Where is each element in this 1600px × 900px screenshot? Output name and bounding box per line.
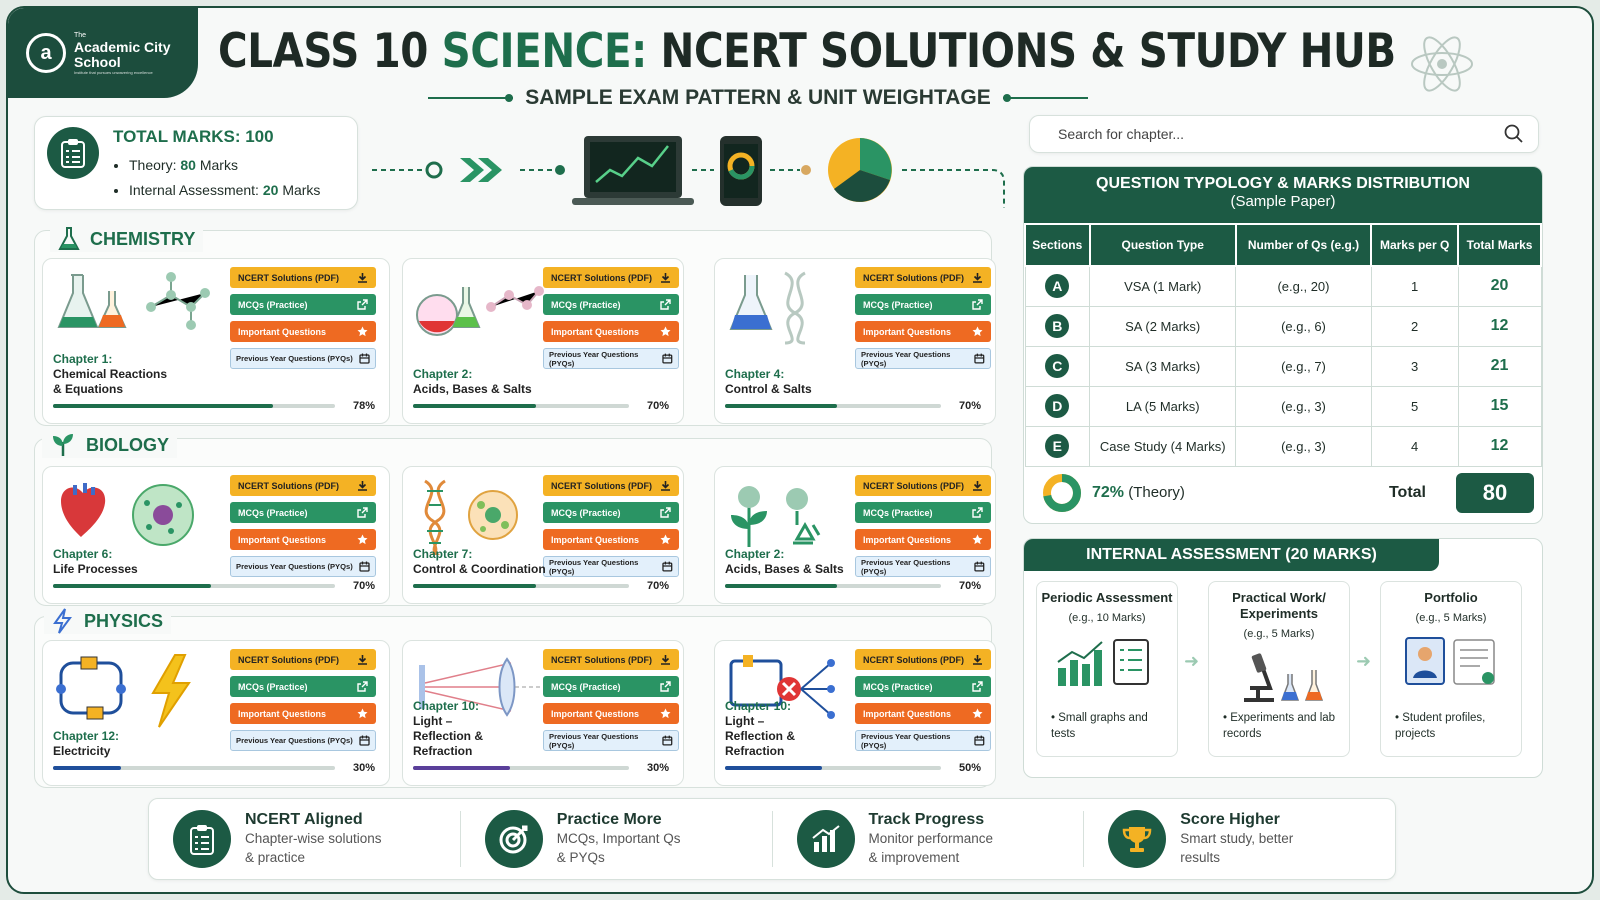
pyq-button[interactable]: Previous Year Questions (PYQs)	[230, 348, 376, 369]
question-count-cell: (e.g., 3)	[1236, 426, 1371, 466]
mcq-practice-button[interactable]: MCQs (Practice)	[855, 294, 991, 315]
external-link-icon	[660, 299, 671, 310]
microscope-icon	[1224, 650, 1334, 704]
external-link-icon	[972, 299, 983, 310]
chapter-title-line: Acids, Bases & Salts	[725, 562, 844, 576]
marks-per-question-cell: 2	[1371, 306, 1458, 346]
flow-arrow-icon: ➜	[1356, 651, 1372, 671]
calendar-icon	[974, 561, 985, 572]
calendar-icon	[359, 561, 370, 572]
external-link-icon	[660, 507, 671, 518]
internal-assessment-item	[1036, 581, 1178, 757]
total-label: Total	[1388, 483, 1426, 501]
internal-assessment-card	[1023, 538, 1543, 778]
chapter-card[interactable]	[402, 258, 684, 424]
star-icon	[660, 326, 671, 337]
table-row	[1025, 426, 1541, 466]
chapter-card[interactable]	[402, 640, 684, 786]
question-count-cell: (e.g., 6)	[1236, 306, 1371, 346]
flask-icon	[58, 226, 80, 252]
progress-percent: 50%	[958, 762, 981, 774]
chapter-progress	[725, 579, 981, 593]
mcq-practice-button[interactable]: MCQs (Practice)	[855, 676, 991, 697]
school-logo[interactable]	[8, 8, 198, 98]
chapter-title-line: Acids, Bases & Salts	[413, 382, 532, 396]
chapter-number: Chapter 12:	[53, 729, 120, 743]
important-questions-button[interactable]: Important Questions	[230, 703, 376, 724]
chapter-card[interactable]	[714, 640, 996, 786]
internal-assessment-title: INTERNAL ASSESSMENT (20 MARKS)	[1024, 539, 1439, 571]
table-header-cell: Number of Qs (e.g.)	[1236, 224, 1371, 266]
mcq-practice-button[interactable]: MCQs (Practice)	[543, 294, 679, 315]
important-questions-button[interactable]: Important Questions	[855, 321, 991, 342]
important-questions-button[interactable]: Important Questions	[543, 321, 679, 342]
assessment-description: • Experiments and lab records	[1223, 712, 1336, 740]
chapter-title-line: Reflection &	[725, 729, 796, 743]
chapter-label	[53, 352, 167, 397]
clipboard-icon	[173, 810, 231, 868]
chapter-progress	[53, 761, 375, 775]
feature-item	[1084, 811, 1395, 867]
internal-marks: • Internal Assessment: 20 Marks	[129, 178, 320, 203]
star-icon	[660, 534, 671, 545]
section-badge: C	[1045, 354, 1069, 378]
ncert-solutions-button[interactable]: NCERT Solutions (PDF)	[855, 649, 991, 670]
progress-fill	[53, 404, 273, 408]
search-input[interactable]	[1058, 126, 1504, 142]
ncert-solutions-button[interactable]: NCERT Solutions (PDF)	[855, 267, 991, 288]
table-header-cell: Marks per Q	[1371, 224, 1458, 266]
section-badge: B	[1045, 314, 1069, 338]
assessment-description: • Student profiles, projects	[1395, 712, 1486, 740]
page-frame	[6, 6, 1594, 894]
feature-title: Practice More	[556, 811, 662, 828]
feature-title: Score Higher	[1180, 811, 1280, 828]
target-icon	[485, 810, 543, 868]
table-header-cell: Question Type	[1090, 224, 1236, 266]
chapter-title-line: Chemical Reactions	[53, 367, 168, 381]
star-icon	[357, 326, 368, 337]
school-name: Academic City School	[74, 38, 171, 70]
chapter-title-line: Refraction	[413, 744, 473, 758]
feature-description-line: & practice	[245, 850, 306, 865]
external-link-icon	[972, 681, 983, 692]
mcq-practice-button[interactable]: MCQs (Practice)	[230, 294, 376, 315]
chapter-title-line: Light –	[413, 714, 453, 728]
feature-description-line: results	[1180, 850, 1221, 865]
chapter-progress	[725, 399, 981, 413]
feature-description-line: MCQs, Important Qs	[556, 831, 681, 846]
chapter-title-line: Life Processes	[53, 562, 138, 576]
assessment-marks: (e.g., 5 Marks)	[1243, 628, 1315, 640]
portfolio-icon	[1396, 634, 1506, 688]
mcq-practice-button[interactable]: MCQs (Practice)	[543, 676, 679, 697]
section-cell	[1025, 266, 1090, 306]
heart-cell-icon	[51, 475, 221, 555]
question-type-cell: VSA (1 Mark)	[1090, 266, 1236, 306]
total-marks-cell: 12	[1458, 306, 1541, 346]
chapter-progress	[413, 579, 669, 593]
theory-percent: 72%	[1092, 483, 1125, 501]
study-flow-illustration	[372, 128, 1012, 208]
section-cell	[1025, 426, 1090, 466]
progress-fill	[413, 584, 536, 588]
progress-percent: 70%	[352, 580, 375, 592]
typology-title: QUESTION TYPOLOGY & MARKS DISTRIBUTION	[1096, 175, 1470, 192]
progress-percent: 70%	[958, 400, 981, 412]
chapter-card[interactable]	[42, 466, 390, 604]
feature-title: NCERT Aligned	[245, 811, 363, 828]
download-icon	[972, 480, 983, 491]
ncert-solutions-button[interactable]: NCERT Solutions (PDF)	[230, 267, 376, 288]
calendar-icon	[974, 735, 985, 746]
feature-description-line: Smart study, better	[1180, 831, 1294, 846]
chapter-number: Chapter 2:	[413, 367, 473, 381]
chapter-title-line: Electricity	[53, 744, 111, 758]
marks-per-question-cell: 5	[1371, 386, 1458, 426]
calendar-icon	[359, 353, 370, 364]
feature-description-line: & improvement	[868, 850, 960, 865]
feature-description-line: & PYQs	[556, 850, 605, 865]
calendar-icon	[974, 353, 985, 364]
important-questions-button[interactable]: Important Questions	[543, 703, 679, 724]
calendar-icon	[662, 561, 673, 572]
download-icon	[660, 480, 671, 491]
assessment-marks: (e.g., 10 Marks)	[1068, 612, 1146, 624]
graph-test-icon	[1052, 634, 1162, 688]
download-icon	[660, 272, 671, 283]
chapter-title-line: & Equations	[53, 382, 124, 396]
progress-fill	[725, 404, 837, 408]
table-header-cell: Total Marks	[1458, 224, 1541, 266]
chapter-label	[413, 699, 483, 759]
progress-fill	[53, 766, 121, 770]
ncert-solutions-button[interactable]: NCERT Solutions (PDF)	[543, 475, 679, 496]
external-link-icon	[357, 299, 368, 310]
progress-percent: 70%	[958, 580, 981, 592]
chapter-progress	[725, 761, 981, 775]
download-icon	[972, 654, 983, 665]
chapter-card[interactable]	[42, 258, 390, 424]
star-icon	[972, 326, 983, 337]
marks-per-question-cell: 4	[1371, 426, 1458, 466]
progress-percent: 70%	[646, 580, 669, 592]
typology-footer	[1024, 467, 1542, 519]
question-type-cell: SA (3 Marks)	[1090, 346, 1236, 386]
circuit-bolt-icon	[51, 649, 221, 729]
theory-marks: • Theory: 80 Marks	[129, 153, 320, 178]
pyq-button[interactable]: Previous Year Questions (PYQs)	[855, 348, 991, 369]
chapter-label	[53, 729, 119, 759]
section-badge: A	[1045, 274, 1069, 298]
pyq-button[interactable]: Previous Year Questions (PYQs)	[855, 730, 991, 751]
progress-percent: 78%	[352, 400, 375, 412]
table-row	[1025, 346, 1541, 386]
search-icon[interactable]	[1504, 124, 1524, 144]
external-link-icon	[660, 681, 671, 692]
progress-percent: 70%	[646, 400, 669, 412]
important-questions-button[interactable]: Important Questions	[543, 529, 679, 550]
chapter-number: Chapter 2:	[725, 547, 785, 561]
chapter-title-line: Control & Salts	[725, 382, 812, 396]
table-row	[1025, 266, 1541, 306]
ncert-solutions-button[interactable]: NCERT Solutions (PDF)	[230, 649, 376, 670]
table-row	[1025, 386, 1541, 426]
chapter-card[interactable]	[42, 640, 390, 786]
trophy-icon	[1108, 810, 1166, 868]
external-link-icon	[972, 507, 983, 518]
pyq-button[interactable]: Previous Year Questions (PYQs)	[543, 730, 679, 751]
section-badge: D	[1045, 394, 1069, 418]
phone-icon	[720, 136, 762, 206]
total-marks-cell: 12	[1458, 426, 1541, 466]
assessment-name: Portfolio	[1424, 590, 1478, 605]
feature-item	[461, 811, 773, 867]
marks-per-question-cell: 1	[1371, 266, 1458, 306]
total-marks-cell: 21	[1458, 346, 1541, 386]
assessment-name: Periodic Assessment	[1041, 590, 1173, 605]
calendar-icon	[359, 735, 370, 746]
chapter-title-line: Refraction	[725, 744, 785, 758]
section-cell	[1025, 306, 1090, 346]
flow-arrow-icon: ➜	[1184, 651, 1200, 671]
ncert-solutions-button[interactable]: NCERT Solutions (PDF)	[230, 475, 376, 496]
chapter-label	[53, 547, 138, 577]
chemistry-flasks-icon	[51, 267, 221, 347]
assessment-name: Practical Work/ Experiments	[1232, 590, 1326, 621]
mcq-practice-button[interactable]: MCQs (Practice)	[855, 502, 991, 523]
mcq-practice-button[interactable]: MCQs (Practice)	[543, 502, 679, 523]
logo-prefix: The	[74, 31, 87, 39]
lightning-icon	[52, 608, 74, 634]
pyq-button[interactable]: Previous Year Questions (PYQs)	[230, 730, 376, 751]
calendar-icon	[662, 735, 673, 746]
chapter-label	[725, 547, 844, 577]
question-count-cell: (e.g., 7)	[1236, 346, 1371, 386]
download-icon	[357, 272, 368, 283]
pyq-button[interactable]: Previous Year Questions (PYQs)	[543, 556, 679, 577]
chapter-title-line: Control & Coordination	[413, 562, 546, 576]
page-subtitle: SAMPLE EXAM PATTERN & UNIT WEIGHTAGE	[428, 86, 1088, 110]
table-header-cell: Sections	[1025, 224, 1090, 266]
chemistry-heading: CHEMISTRY	[50, 226, 203, 252]
chapter-title-line: Light –	[725, 714, 765, 728]
chapter-card[interactable]	[402, 466, 684, 604]
chapter-label	[413, 367, 532, 397]
section-cell	[1025, 386, 1090, 426]
page-title: CLASS 10 SCIENCE: NCERT SOLUTIONS & STUDY HUB	[218, 24, 1396, 79]
chapter-number: Chapter 1:	[53, 352, 113, 366]
chapter-number: Chapter 4:	[725, 367, 785, 381]
logo-mark-icon: a	[26, 33, 66, 73]
chapter-progress	[413, 399, 669, 413]
total-marks-title: TOTAL MARKS: 100	[113, 127, 274, 146]
chapter-card[interactable]	[714, 258, 996, 424]
pyq-button[interactable]: Previous Year Questions (PYQs)	[855, 556, 991, 577]
download-icon	[357, 654, 368, 665]
total-marks-cell: 20	[1458, 266, 1541, 306]
chapter-progress	[413, 761, 669, 775]
chapter-title-line: Reflection &	[413, 729, 484, 743]
chapter-search-box[interactable]	[1029, 115, 1539, 153]
chapter-label	[413, 547, 546, 577]
chapter-number: Chapter 6:	[53, 547, 113, 561]
assessment-marks: (e.g., 5 Marks)	[1415, 612, 1487, 624]
atom-icon	[1408, 30, 1476, 98]
chapter-progress	[53, 399, 375, 413]
internal-assessment-item	[1208, 581, 1350, 757]
feature-item	[149, 811, 461, 867]
chapter-card[interactable]	[714, 466, 996, 604]
external-link-icon	[357, 681, 368, 692]
feature-description-line: Monitor performance	[868, 831, 994, 846]
total-value-badge: 80	[1456, 473, 1534, 513]
download-icon	[357, 480, 368, 491]
marks-per-question-cell: 3	[1371, 346, 1458, 386]
chapter-label	[725, 699, 795, 759]
important-questions-button[interactable]: Important Questions	[855, 703, 991, 724]
section-cell	[1025, 346, 1090, 386]
marks-distribution-table	[1024, 223, 1542, 467]
theory-donut-icon	[1042, 473, 1082, 513]
question-typology-table-card	[1023, 166, 1543, 524]
ncert-solutions-button[interactable]: NCERT Solutions (PDF)	[543, 267, 679, 288]
star-icon	[972, 708, 983, 719]
progress-percent: 30%	[646, 762, 669, 774]
feature-description-line: Chapter-wise solutions	[245, 831, 382, 846]
star-icon	[357, 534, 368, 545]
star-icon	[357, 708, 368, 719]
chapter-number: Chapter 10:	[413, 699, 480, 713]
pyq-button[interactable]: Previous Year Questions (PYQs)	[230, 556, 376, 577]
progress-fill	[725, 584, 837, 588]
school-tagline: Institute that pursues unwavering excellence	[74, 69, 153, 75]
section-badge: E	[1045, 434, 1069, 458]
important-questions-button[interactable]: Important Questions	[230, 529, 376, 550]
important-questions-button[interactable]: Important Questions	[230, 321, 376, 342]
external-link-icon	[357, 507, 368, 518]
total-marks-card	[34, 116, 358, 210]
ncert-solutions-button[interactable]: NCERT Solutions (PDF)	[543, 649, 679, 670]
typology-subtitle: (Sample Paper)	[1230, 193, 1336, 210]
assessment-description: • Small graphs and tests	[1051, 712, 1148, 740]
chapter-number: Chapter 7:	[413, 547, 473, 561]
features-bar	[148, 798, 1396, 880]
question-count-cell: (e.g., 3)	[1236, 386, 1371, 426]
progress-fill	[725, 766, 822, 770]
ncert-solutions-button[interactable]: NCERT Solutions (PDF)	[855, 475, 991, 496]
important-questions-button[interactable]: Important Questions	[855, 529, 991, 550]
star-icon	[972, 534, 983, 545]
chapter-label	[725, 367, 812, 397]
download-icon	[972, 272, 983, 283]
question-count-cell: (e.g., 20)	[1236, 266, 1371, 306]
progress-fill	[413, 404, 536, 408]
plant-icon	[50, 432, 76, 458]
clipboard-icon	[47, 127, 99, 179]
theory-percent-label: (Theory)	[1128, 483, 1185, 501]
progress-percent: 30%	[352, 762, 375, 774]
chapter-number: Chapter 10:	[725, 699, 792, 713]
mcq-practice-button[interactable]: MCQs (Practice)	[230, 502, 376, 523]
star-icon	[660, 708, 671, 719]
chapter-progress	[53, 579, 375, 593]
mcq-practice-button[interactable]: MCQs (Practice)	[230, 676, 376, 697]
internal-assessment-item	[1380, 581, 1522, 757]
question-type-cell: Case Study (4 Marks)	[1090, 426, 1236, 466]
physics-heading: PHYSICS	[44, 608, 171, 634]
pie-chart-icon	[828, 138, 892, 202]
biology-heading: BIOLOGY	[42, 432, 177, 458]
table-row	[1025, 306, 1541, 346]
feature-item	[773, 811, 1085, 867]
question-type-cell: SA (2 Marks)	[1090, 306, 1236, 346]
progress-fill	[53, 584, 211, 588]
calendar-icon	[662, 353, 673, 364]
question-type-cell: LA (5 Marks)	[1090, 386, 1236, 426]
laptop-icon	[572, 136, 694, 205]
download-icon	[660, 654, 671, 665]
chart-icon	[797, 810, 855, 868]
pyq-button[interactable]: Previous Year Questions (PYQs)	[543, 348, 679, 369]
feature-title: Track Progress	[868, 811, 985, 828]
progress-fill	[413, 766, 510, 770]
total-marks-cell: 15	[1458, 386, 1541, 426]
